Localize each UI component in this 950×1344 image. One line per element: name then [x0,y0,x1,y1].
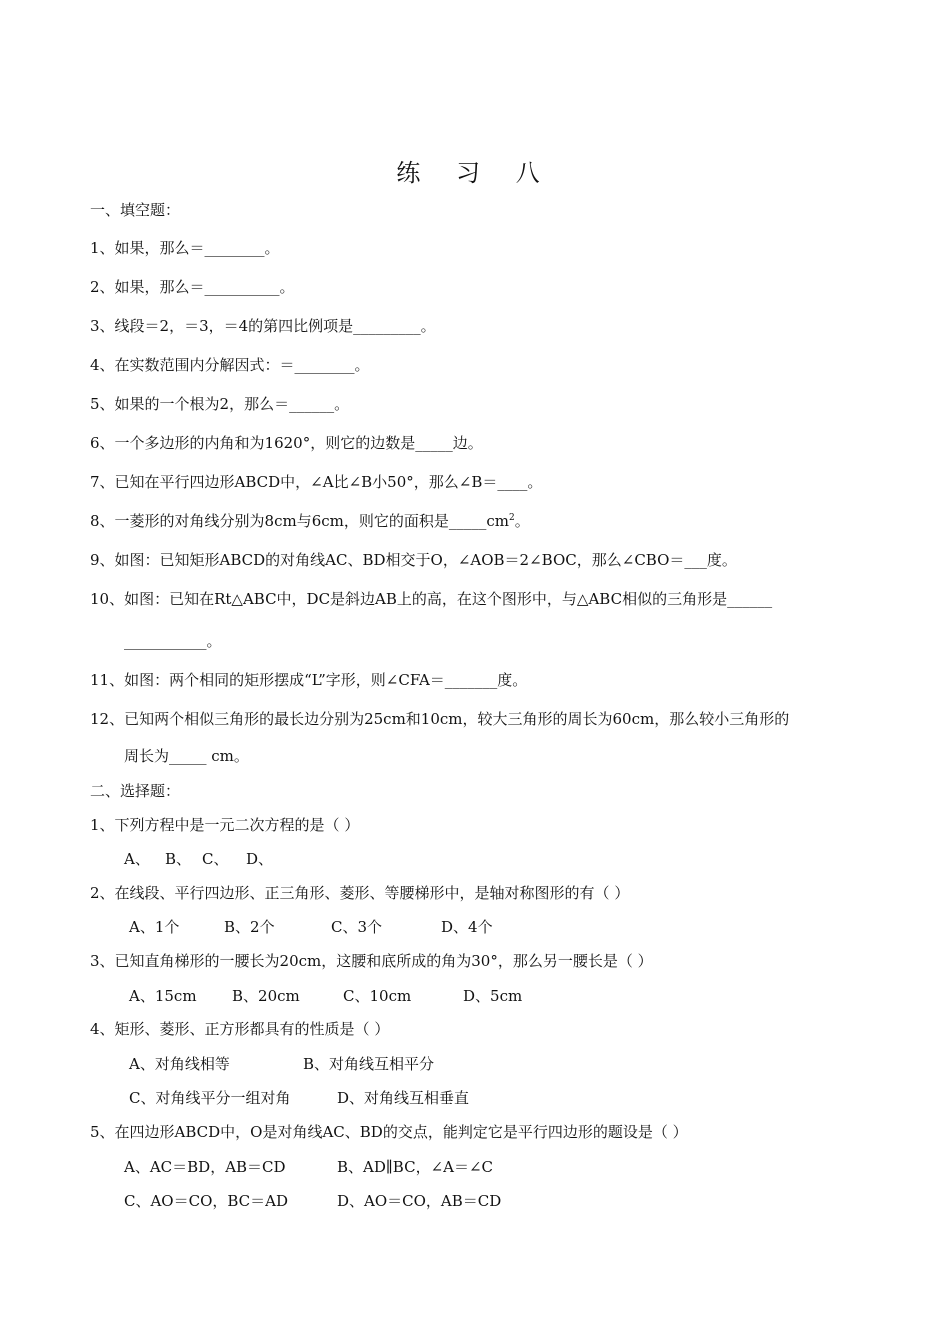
option-c: C、 [202,850,229,868]
option-a: A、对角线相等 [129,1055,230,1073]
option-b: B、对角线互相平分 [303,1055,435,1073]
fill-item-5: 5、如果的一个根为2，那么＝______。 [90,395,350,413]
option-b: B、AD∥BC，∠A＝∠C [337,1158,494,1176]
option-b: B、2个 [224,918,275,936]
choice-question-4: 4、矩形、菱形、正方形都具有的性质是（ ） [90,1020,390,1038]
fill-item-10-continuation: ___________。 [124,632,222,650]
page-title: 练 习 八 [396,159,554,187]
fill-item-12: 12、已知两个相似三角形的最长边分别为25cm和10cm，较大三角形的周长为60cm，那么较小三角形的 [90,710,790,728]
option-d: D、对角线互相垂直 [337,1089,470,1107]
option-d: D、AO＝CO，AB＝CD [337,1192,502,1210]
option-d: D、4个 [441,918,493,936]
section-heading-choice: 二、选择题： [90,782,181,800]
choice-question-3: 3、已知直角梯形的一腰长为20cm，这腰和底所成的角为30°，那么另一腰长是（ ） [90,952,653,970]
fill-item-3: 3、线段＝2，＝3，＝4的第四比例项是_________。 [90,317,436,335]
fill-item-9: 9、如图：已知矩形ABCD的对角线AC、BD相交于O，∠AOB＝2∠BOC，那么∠CBO＝___度。 [90,551,737,569]
option-b: B、20cm [232,987,300,1005]
fill-item-2: 2、如果，那么＝__________。 [90,278,295,296]
fill-item-4: 4、在实数范围内分解因式：＝________。 [90,356,370,374]
option-d: D、 [246,850,274,868]
option-a: A、AC＝BD，AB＝CD [124,1158,286,1176]
section-heading-fill: 一、填空题： [90,201,181,219]
choice-question-1: 1、下列方程中是一元二次方程的是（ ） [90,816,360,834]
option-a: A、 [124,850,150,868]
superscript: 2 [509,513,515,523]
fill-item-10: 10、如图：已知在Rt△ABC中，DC是斜边AB上的高，在这个图形中，与△ABC相似的三角形是______ [90,590,773,608]
fill-item-8 [90,511,530,531]
fill-item-8-tail: 。 [514,512,530,530]
option-c: C、AO＝CO，BC＝AD [124,1192,289,1210]
option-c: C、10cm [343,987,412,1005]
fill-item-12-continuation: 周长为_____ cm。 [124,747,249,765]
option-a: A、15cm [129,987,197,1005]
choice-question-2: 2、在线段、平行四边形、正三角形、菱形、等腰梯形中，是轴对称图形的有（ ） [90,884,630,902]
fill-item-8-text: 8、一菱形的对角线分别为8cm与6cm，则它的面积是_____cm [90,512,510,530]
choice-question-5: 5、在四边形ABCD中，O是对角线AC、BD的交点，能判定它是平行四边形的题设是（ ） [90,1123,688,1141]
option-c: C、3个 [331,918,383,936]
option-c: C、对角线平分一组对角 [129,1089,291,1107]
fill-item-6: 6、一个多边形的内角和为1620°，则它的边数是_____边。 [90,434,483,452]
fill-item-11: 11、如图：两个相同的矩形摆成“L”字形，则∠CFA＝_______度。 [90,671,528,689]
fill-item-1: 1、如果，那么＝________。 [90,239,280,257]
option-b: B、 [165,850,192,868]
option-a: A、1个 [129,918,180,936]
fill-item-7: 7、已知在平行四边形ABCD中，∠A比∠B小50°，那么∠B＝____。 [90,473,543,491]
option-d: D、5cm [463,987,523,1005]
